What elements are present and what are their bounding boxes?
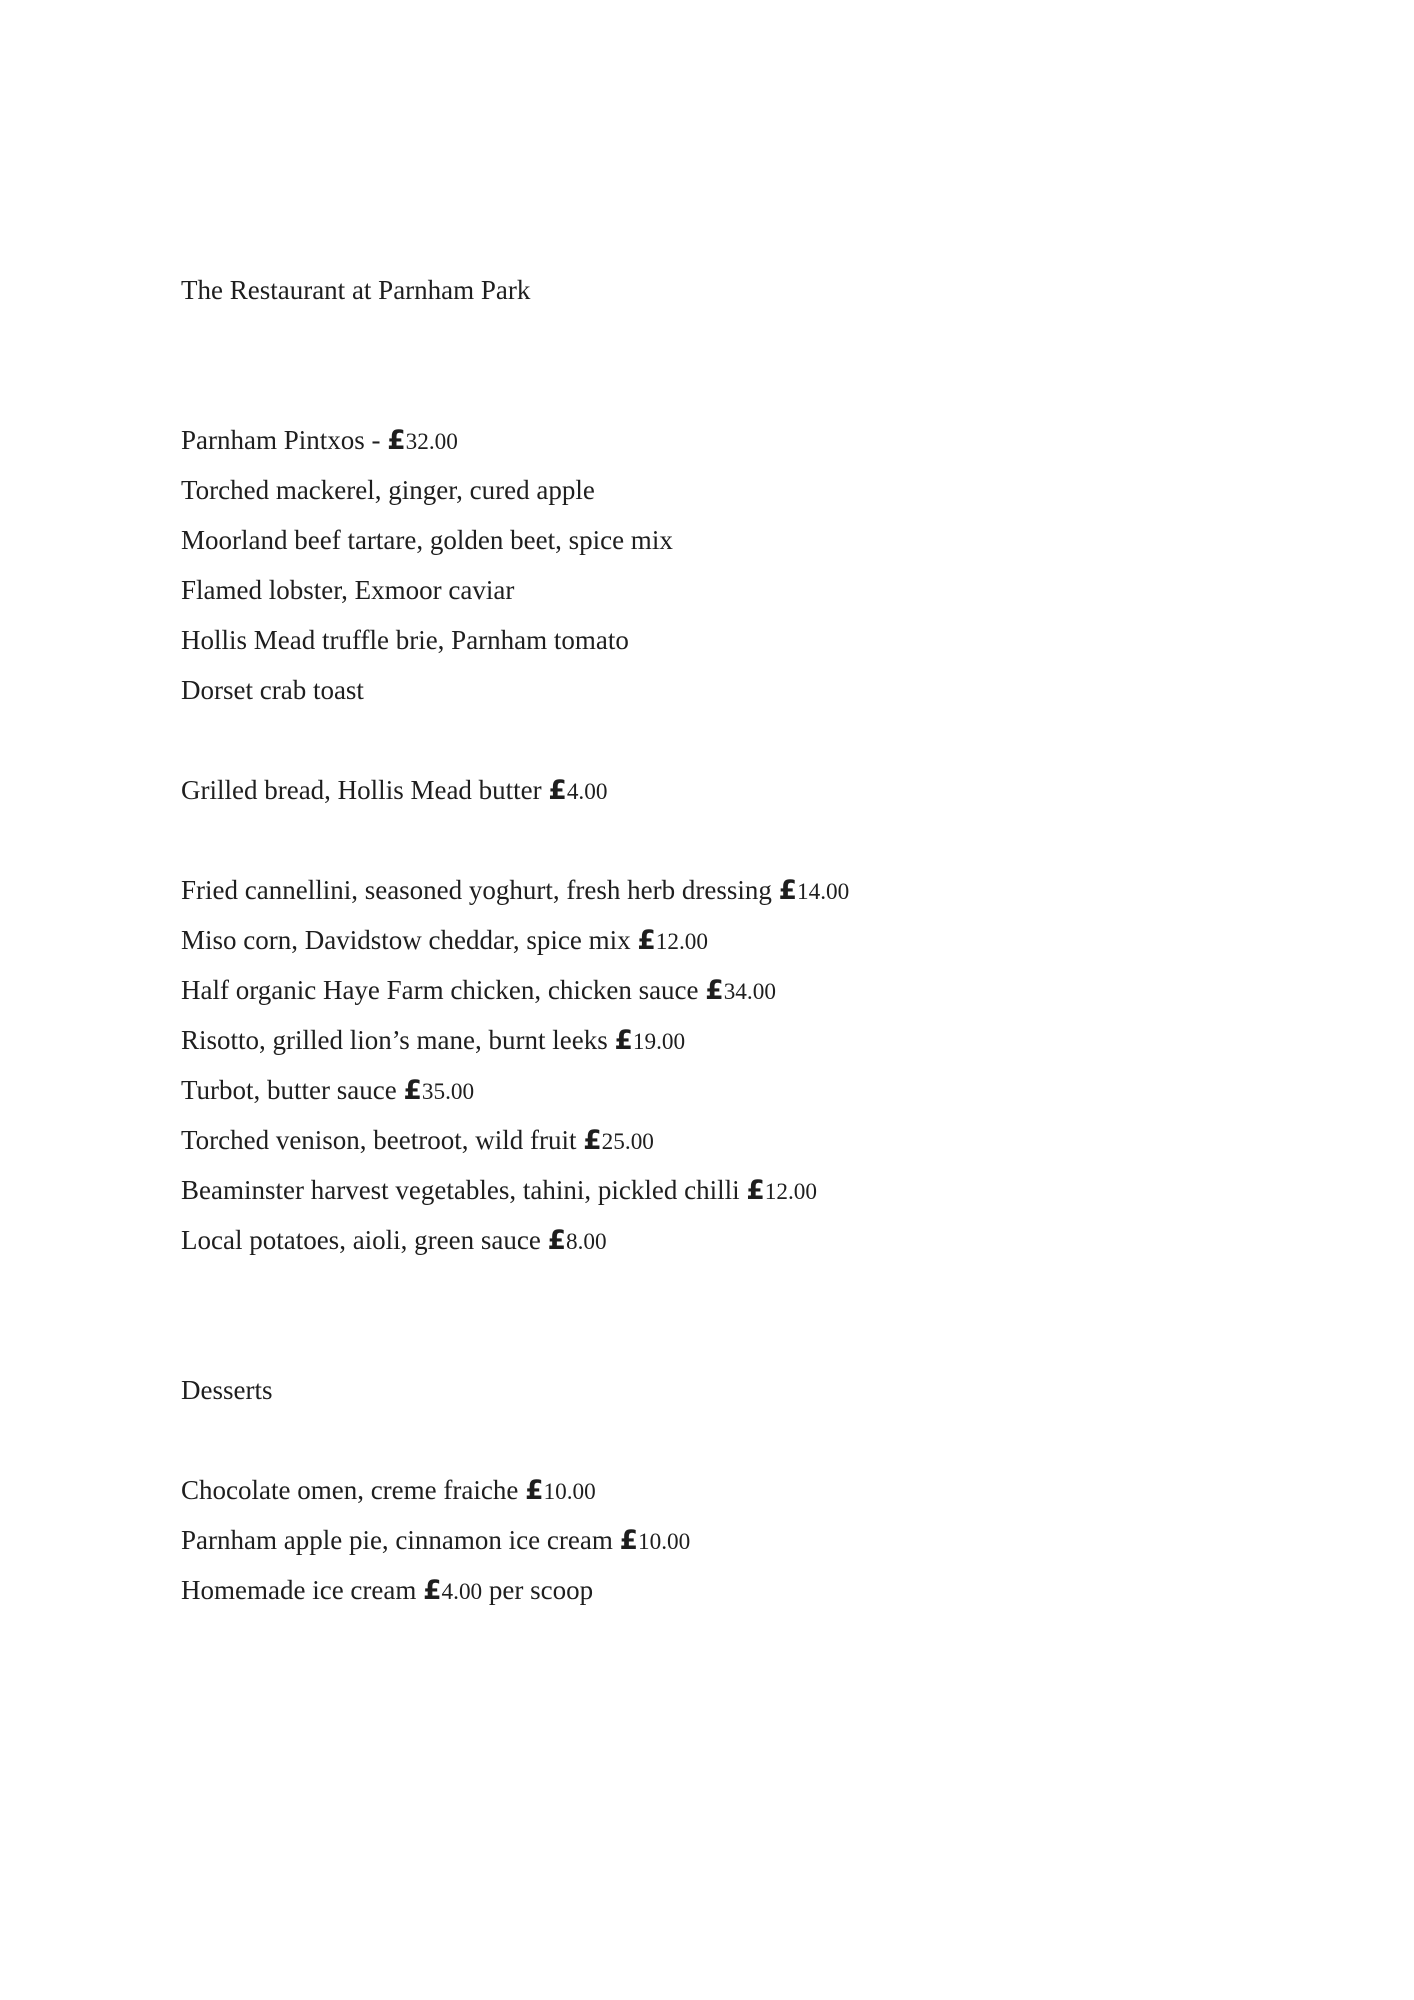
menu-item-price: 25.00 <box>601 1129 654 1155</box>
menu-item-text: Miso corn, Davidstow cheddar, spice mix <box>181 925 638 955</box>
pound-symbol: £ <box>548 775 567 806</box>
menu-item-text: Chocolate omen, creme fraiche <box>181 1475 526 1505</box>
menu-item-bread <box>181 765 1314 815</box>
menu-item-price: 14.00 <box>797 879 850 905</box>
menu-item-text: Half organic Haye Farm chicken, chicken sauce <box>181 975 706 1005</box>
menu-item <box>181 915 1314 965</box>
menu-item <box>181 1115 1314 1165</box>
pound-symbol: £ <box>705 975 724 1006</box>
menu-item-text: Homemade ice cream <box>181 1575 424 1605</box>
spacer <box>181 1265 1314 1315</box>
menu-item-text: Fried cannellini, seasoned yoghurt, fresh herb dressing <box>181 875 779 905</box>
menu-item-price: 12.00 <box>655 929 708 955</box>
menu-item-price: 12.00 <box>764 1179 817 1205</box>
pound-symbol: £ <box>525 1475 544 1506</box>
menu-item-price: 8.00 <box>566 1229 607 1255</box>
pound-symbol: £ <box>583 1125 602 1156</box>
pintxos-heading-price: 32.00 <box>405 429 458 455</box>
menu-item: Dorset crab toast <box>181 675 364 705</box>
menu-item <box>181 1465 1314 1515</box>
pintxos-heading-text: Parnham Pintxos - <box>181 425 388 455</box>
menu-item <box>181 1165 1314 1215</box>
spacer <box>181 315 1314 365</box>
pound-symbol: £ <box>778 875 798 906</box>
menu-item-text: Grilled bread, Hollis Mead butter <box>181 775 549 805</box>
spacer <box>181 1315 1314 1365</box>
pound-symbol: £ <box>387 425 406 456</box>
menu-item: Moorland beef tartare, golden beet, spice mix <box>181 525 673 555</box>
menu-item-text: Torched venison, beetroot, wild fruit <box>181 1125 584 1155</box>
menu-item: Torched mackerel, ginger, cured apple <box>181 475 595 505</box>
spacer <box>181 1415 1314 1465</box>
pound-symbol: £ <box>423 1575 442 1606</box>
menu-item-text: Beaminster harvest vegetables, tahini, pickled chilli <box>181 1175 747 1205</box>
pound-symbol: £ <box>547 1225 567 1256</box>
section-heading-desserts: Desserts <box>181 1375 273 1405</box>
menu-item: Flamed lobster, Exmoor caviar <box>181 575 515 605</box>
menu-item <box>181 1215 1314 1265</box>
menu-item-text: Turbot, butter sauce <box>181 1075 404 1105</box>
pound-symbol: £ <box>403 1075 422 1106</box>
menu-item-price: 35.00 <box>421 1079 475 1105</box>
menu-item-price: 4.00 <box>441 1579 483 1605</box>
menu-item <box>181 1515 1314 1565</box>
spacer <box>181 815 1314 865</box>
spacer <box>181 365 1314 415</box>
menu-item <box>181 965 1314 1015</box>
menu-item-suffix: per scoop <box>482 1575 594 1605</box>
menu-item-price: 34.00 <box>723 979 776 1005</box>
pound-symbol: £ <box>637 925 656 956</box>
section-heading-pintxos <box>181 415 1314 465</box>
menu-item-price: 4.00 <box>566 779 608 805</box>
menu-item-price: 10.00 <box>637 1529 691 1555</box>
menu-item: Hollis Mead truffle brie, Parnham tomato <box>181 625 629 655</box>
menu-item <box>181 1065 1314 1115</box>
menu-item <box>181 865 1314 915</box>
menu-item-text: Parnham apple pie, cinnamon ice cream <box>181 1525 620 1555</box>
menu-item-price: 10.00 <box>543 1479 596 1505</box>
menu-item <box>181 1015 1314 1065</box>
spacer <box>181 715 1314 765</box>
menu-item <box>181 1565 1314 1615</box>
pound-symbol: £ <box>746 1175 765 1206</box>
pound-symbol: £ <box>619 1525 638 1556</box>
page-title: The Restaurant at Parnham Park <box>181 275 531 305</box>
pound-symbol: £ <box>614 1025 633 1056</box>
menu-item-price: 19.00 <box>632 1029 686 1055</box>
menu-item-text: Local potatoes, aioli, green sauce <box>181 1225 548 1255</box>
menu-item-text: Risotto, grilled lion’s mane, burnt leeks <box>181 1025 615 1055</box>
